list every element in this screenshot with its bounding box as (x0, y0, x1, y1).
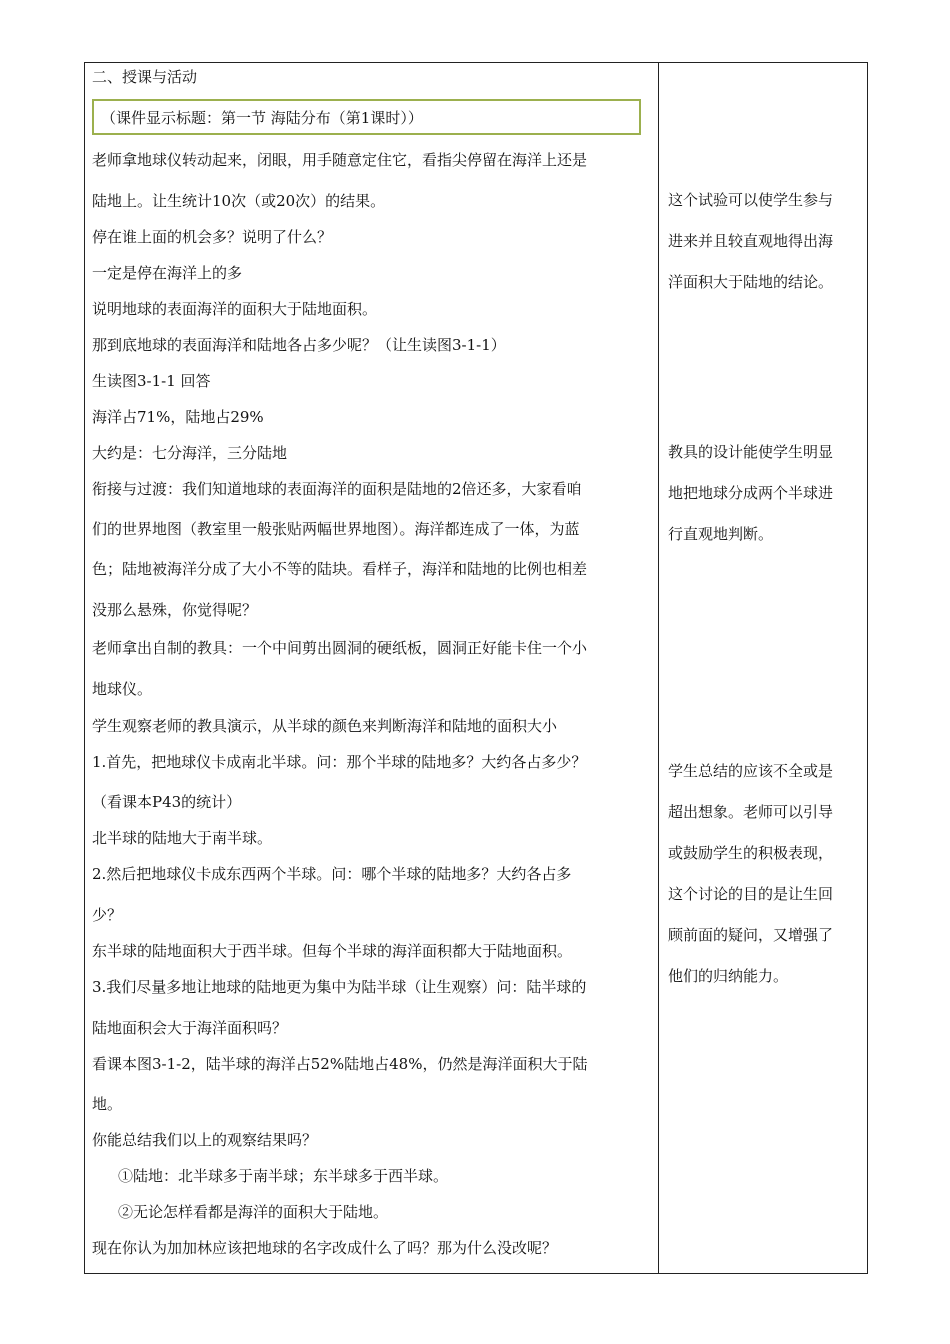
main-line: 你能总结我们以上的观察结果吗？ (92, 1131, 318, 1149)
column-divider (658, 63, 659, 1273)
section-heading: 二、授课与活动 (92, 68, 198, 86)
main-line: 们的世界地图（教室里一般张贴两幅世界地图）。海洋都连成了一体，为蓝 (92, 520, 580, 538)
main-line: 色；陆地被海洋分成了大小不等的陆块。看样子，海洋和陆地的比例也相差 (92, 560, 588, 578)
main-line: 1.首先，把地球仪卡成南北半球。问：那个半球的陆地多？大约各占多少？ (92, 753, 587, 771)
note-line: 教具的设计能使学生明显 (668, 443, 834, 461)
lesson-table (84, 62, 868, 1274)
main-line: ②无论怎样看都是海洋的面积大于陆地。 (118, 1203, 389, 1221)
main-line: 说明地球的表面海洋的面积大于陆地面积。 (92, 300, 378, 318)
note-line: 这个试验可以使学生参与 (668, 191, 834, 209)
main-line: 老师拿地球仪转动起来，闭眼，用手随意定住它，看指尖停留在海洋上还是 (92, 151, 588, 169)
slide-title-box (92, 99, 641, 135)
main-line: 陆地上。让生统计10次（或20次）的结果。 (92, 192, 386, 210)
note-line: 他们的归纳能力。 (668, 967, 789, 985)
main-line: 陆地面积会大于海洋面积吗？ (92, 1019, 288, 1037)
main-line: 地球仪。 (92, 680, 153, 698)
main-line: ①陆地：北半球多于南半球；东半球多于西半球。 (118, 1167, 449, 1185)
note-line: 进来并且较直观地得出海 (668, 232, 834, 250)
note-line: 地把地球分成两个半球进 (668, 484, 834, 502)
main-line: 海洋占71%，陆地占29% (92, 408, 264, 426)
note-line: 或鼓励学生的积极表现， (668, 844, 834, 862)
main-line: 衔接与过渡：我们知道地球的表面海洋的面积是陆地的2倍还多，大家看咱 (92, 480, 582, 498)
note-line: 洋面积大于陆地的结论。 (668, 273, 834, 291)
main-line: 没那么悬殊，你觉得呢？ (92, 601, 258, 619)
note-line: 行直观地判断。 (668, 525, 774, 543)
main-line: 2.然后把地球仪卡成东西两个半球。问：哪个半球的陆地多？大约各占多 (92, 865, 572, 883)
main-line: 那到底地球的表面海洋和陆地各占多少呢？（让生读图3-1-1） (92, 336, 506, 354)
note-line: 学生总结的应该不全或是 (668, 762, 834, 780)
main-line: 北半球的陆地大于南半球。 (92, 829, 273, 847)
note-line: 超出想象。老师可以引导 (668, 803, 834, 821)
main-line: 生读图3-1-1 回答 (92, 372, 211, 390)
main-line: 少？ (92, 906, 123, 924)
main-line: 停在谁上面的机会多？说明了什么？ (92, 228, 333, 246)
main-line: 看课本图3-1-2，陆半球的海洋占52%陆地占48%，仍然是海洋面积大于陆 (92, 1055, 588, 1073)
main-line: 3.我们尽量多地让地球的陆地更为集中为陆半球（让生观察）问：陆半球的 (92, 978, 587, 996)
note-line: 这个讨论的目的是让生回 (668, 885, 834, 903)
main-line: 一定是停在海洋上的多 (92, 264, 243, 282)
note-line: 顾前面的疑问，又增强了 (668, 926, 834, 944)
slide-title: （课件显示标题：第一节 海陆分布（第1课时）） (101, 109, 423, 127)
main-line: 地。 (92, 1095, 123, 1113)
main-line: 东半球的陆地面积大于西半球。但每个半球的海洋面积都大于陆地面积。 (92, 942, 573, 960)
main-line: 老师拿出自制的教具：一个中间剪出圆洞的硬纸板，圆洞正好能卡住一个小 (92, 639, 588, 657)
main-line: 学生观察老师的教具演示，从半球的颜色来判断海洋和陆地的面积大小 (92, 717, 558, 735)
main-line: 大约是：七分海洋，三分陆地 (92, 444, 288, 462)
main-line: 现在你认为加加林应该把地球的名字改成什么了吗？那为什么没改呢？ (92, 1239, 558, 1257)
main-line: （看课本P43的统计） (92, 793, 242, 811)
